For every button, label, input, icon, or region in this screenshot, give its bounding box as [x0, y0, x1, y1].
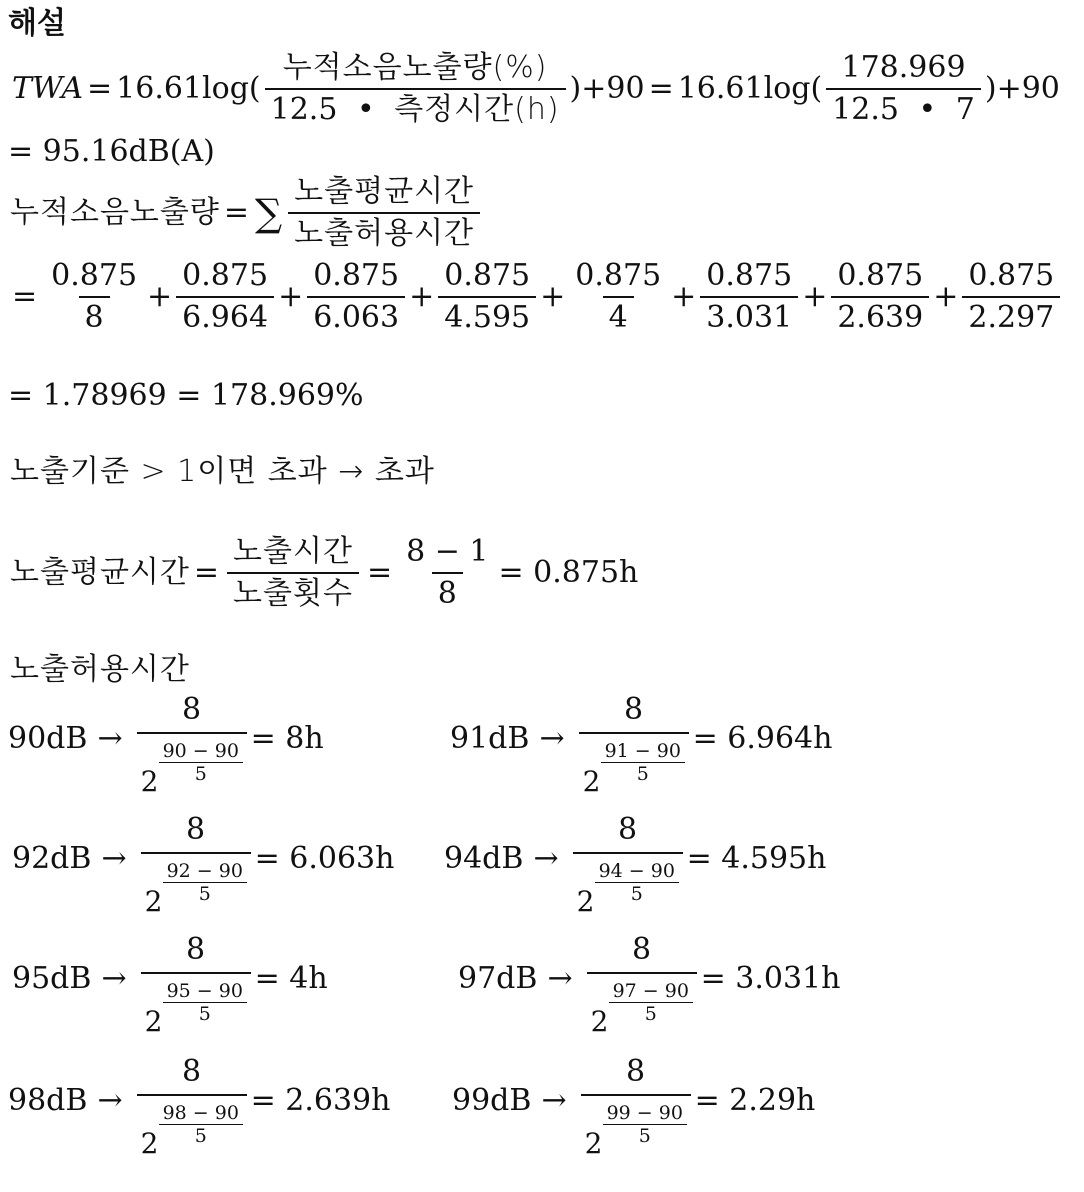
dose-term	[438, 256, 536, 338]
dose-term	[45, 256, 143, 338]
twa-denominator-values	[826, 88, 981, 130]
arrow-right-icon: →	[97, 1083, 123, 1118]
equals-sign: =	[12, 279, 38, 314]
log-coefficient: 16.61log(	[116, 71, 261, 106]
multiply-dot: •	[356, 92, 375, 127]
close-paren: )	[569, 71, 582, 106]
dose-label: 누적소음노출량	[10, 195, 220, 230]
arrow-right-icon: →	[101, 841, 127, 876]
twa-formula	[12, 48, 1060, 130]
exposure-time-label: 노출시간	[233, 534, 353, 569]
term-den: 4	[603, 296, 634, 338]
allow-result: = 3.031h	[700, 961, 841, 996]
equals-sign: =	[87, 71, 113, 106]
dose-definition	[10, 172, 484, 254]
exponent	[595, 860, 679, 905]
denominator	[573, 852, 683, 916]
dose-term	[962, 256, 1060, 338]
twa-numerator: 누적소음노출량(%)	[282, 50, 548, 85]
allow-row-91	[450, 688, 832, 796]
base: 2	[144, 885, 163, 918]
numerator: 8	[618, 812, 638, 847]
dose-value: 178.969	[841, 50, 966, 85]
twa-fraction	[265, 48, 566, 130]
avg-time-result: = 0.875h	[498, 555, 639, 590]
dose-term	[700, 256, 798, 338]
base: 2	[144, 1005, 163, 1038]
allow-fraction	[137, 1050, 247, 1158]
avg-time-label: 노출평균시간	[294, 174, 475, 209]
allow-row-95	[12, 928, 328, 1036]
base: 2	[140, 765, 159, 798]
hours-value: 7	[955, 92, 975, 127]
allow-row-98	[8, 1050, 390, 1158]
numerator: 8	[186, 812, 206, 847]
plus-ninety: +90	[581, 71, 645, 106]
allow-time-label: 노출허용시간	[288, 212, 480, 254]
avg-time-fraction	[227, 532, 359, 614]
arrow-right-icon: →	[541, 1083, 567, 1118]
exp-num: 92 − 90	[166, 860, 243, 882]
arrow-right-icon: →	[533, 841, 559, 876]
exp-den: 5	[163, 1002, 247, 1025]
denominator	[579, 732, 689, 796]
term-den: 3.031	[700, 296, 798, 338]
allow-fraction	[581, 1050, 691, 1158]
equals-sign: =	[366, 555, 393, 590]
allow-result: = 6.063h	[254, 841, 395, 876]
twa-result: = 95.16dB(A)	[8, 134, 215, 169]
exp-num: 95 − 90	[166, 980, 243, 1002]
exp-num: 98 − 90	[162, 1102, 239, 1124]
allow-time-heading: 노출허용시간	[10, 652, 190, 687]
term-num: 0.875	[837, 258, 924, 293]
exponent	[159, 1102, 243, 1147]
sigma-icon: ∑	[255, 191, 283, 235]
plus-sign: +	[933, 279, 959, 314]
db-label: 91dB	[450, 721, 530, 756]
exponent	[603, 1102, 687, 1147]
allow-fraction	[579, 688, 689, 796]
equals-sign: =	[648, 71, 674, 106]
numerator: 8	[182, 692, 202, 727]
exposure-count-label: 노출횟수	[227, 572, 359, 614]
allow-result: = 2.639h	[250, 1083, 391, 1118]
equals-sign: =	[223, 195, 250, 230]
allow-fraction	[573, 808, 683, 916]
exponent	[609, 980, 693, 1025]
solution-heading: 해설	[8, 6, 66, 41]
allow-fraction	[141, 808, 251, 916]
exp-num: 91 − 90	[604, 740, 681, 762]
dose-fraction	[288, 172, 480, 254]
avg-time-formula	[10, 532, 638, 614]
den-constant: 12.5	[832, 92, 899, 127]
base: 2	[576, 885, 595, 918]
term-num: 0.875	[313, 258, 400, 293]
allow-row-97	[458, 928, 840, 1036]
plus-sign: +	[147, 279, 173, 314]
equals-sign: =	[193, 555, 220, 590]
twa-denominator	[265, 88, 566, 130]
numerator: 8	[626, 1054, 646, 1089]
exponent	[163, 980, 247, 1025]
plus-sign: +	[409, 279, 435, 314]
numerator: 8	[624, 692, 644, 727]
allow-row-94	[444, 808, 826, 916]
avg-time-values	[400, 532, 494, 614]
exposure-criterion: 노출기준 > 1이면 초과 → 초과	[10, 454, 435, 489]
count-value: 8	[432, 572, 463, 614]
base: 2	[584, 1127, 603, 1160]
db-label: 99dB	[452, 1083, 532, 1118]
term-num: 0.875	[51, 258, 138, 293]
term-num: 0.875	[968, 258, 1055, 293]
term-num: 0.875	[706, 258, 793, 293]
log-coefficient: 16.61log(	[677, 71, 823, 106]
term-den: 6.063	[307, 296, 405, 338]
arrow-right-icon: →	[97, 721, 123, 756]
exponent	[163, 860, 247, 905]
arrow-right-icon: →	[539, 721, 565, 756]
allow-fraction	[137, 688, 247, 796]
term-num: 0.875	[444, 258, 531, 293]
db-label: 94dB	[444, 841, 524, 876]
arrow-right-icon: →	[101, 961, 127, 996]
exp-den: 5	[609, 1002, 693, 1025]
allow-row-92	[12, 808, 394, 916]
plus-sign: +	[671, 279, 697, 314]
numerator: 8	[182, 1054, 202, 1089]
denominator	[587, 972, 697, 1036]
db-label: 97dB	[458, 961, 538, 996]
exp-num: 97 − 90	[612, 980, 689, 1002]
plus-sign: +	[540, 279, 566, 314]
term-num: 0.875	[575, 258, 662, 293]
base: 2	[590, 1005, 609, 1038]
dose-term	[176, 256, 274, 338]
exp-den: 5	[601, 762, 685, 785]
exp-num: 90 − 90	[162, 740, 239, 762]
allow-result: = 4.595h	[686, 841, 827, 876]
db-label: 98dB	[8, 1083, 88, 1118]
twa-symbol: TWA	[12, 71, 84, 106]
denominator	[581, 1094, 691, 1158]
db-label: 95dB	[12, 961, 92, 996]
dose-term	[569, 256, 667, 338]
term-den: 2.639	[831, 296, 929, 338]
db-label: 92dB	[12, 841, 92, 876]
arrow-right-icon: →	[547, 961, 573, 996]
dose-result: = 1.78969 = 178.969%	[8, 378, 364, 413]
allow-row-90	[8, 688, 324, 796]
numerator: 8	[186, 932, 206, 967]
plus-sign: +	[802, 279, 828, 314]
term-den: 4.595	[438, 296, 536, 338]
measure-time: 측정시간(h)	[394, 92, 560, 127]
allow-result: = 6.964h	[692, 721, 833, 756]
allow-result: = 8h	[250, 721, 324, 756]
exp-num: 99 − 90	[606, 1102, 683, 1124]
denominator	[141, 972, 251, 1036]
denominator	[137, 1094, 247, 1158]
allow-result: = 4h	[254, 961, 328, 996]
exp-den: 5	[595, 882, 679, 905]
avg-time-label: 노출평균시간	[10, 555, 190, 590]
dose-sum	[8, 256, 1064, 338]
den-constant: 12.5	[270, 92, 338, 127]
dose-term	[307, 256, 405, 338]
base: 2	[582, 765, 601, 798]
term-den: 8	[79, 296, 110, 338]
numerator: 8	[632, 932, 652, 967]
multiply-dot: •	[918, 92, 937, 127]
twa-fraction-values	[826, 48, 981, 130]
base: 2	[140, 1127, 159, 1160]
exp-den: 5	[603, 1124, 687, 1147]
close-paren: )	[984, 71, 997, 106]
exponent	[159, 740, 243, 785]
allow-fraction	[141, 928, 251, 1036]
hours-diff: 8 − 1	[406, 534, 489, 569]
allow-fraction	[587, 928, 697, 1036]
denominator	[141, 852, 251, 916]
term-den: 6.964	[176, 296, 274, 338]
exp-num: 94 − 90	[598, 860, 675, 882]
plus-ninety: +90	[996, 71, 1060, 106]
exp-den: 5	[163, 882, 247, 905]
dose-term	[831, 256, 929, 338]
allow-result: = 2.29h	[694, 1083, 816, 1118]
db-label: 90dB	[8, 721, 88, 756]
term-den: 2.297	[962, 296, 1060, 338]
denominator	[137, 732, 247, 796]
plus-sign: +	[278, 279, 304, 314]
exponent	[601, 740, 685, 785]
exp-den: 5	[159, 1124, 243, 1147]
allow-row-99	[452, 1050, 815, 1158]
term-num: 0.875	[182, 258, 269, 293]
exp-den: 5	[159, 762, 243, 785]
